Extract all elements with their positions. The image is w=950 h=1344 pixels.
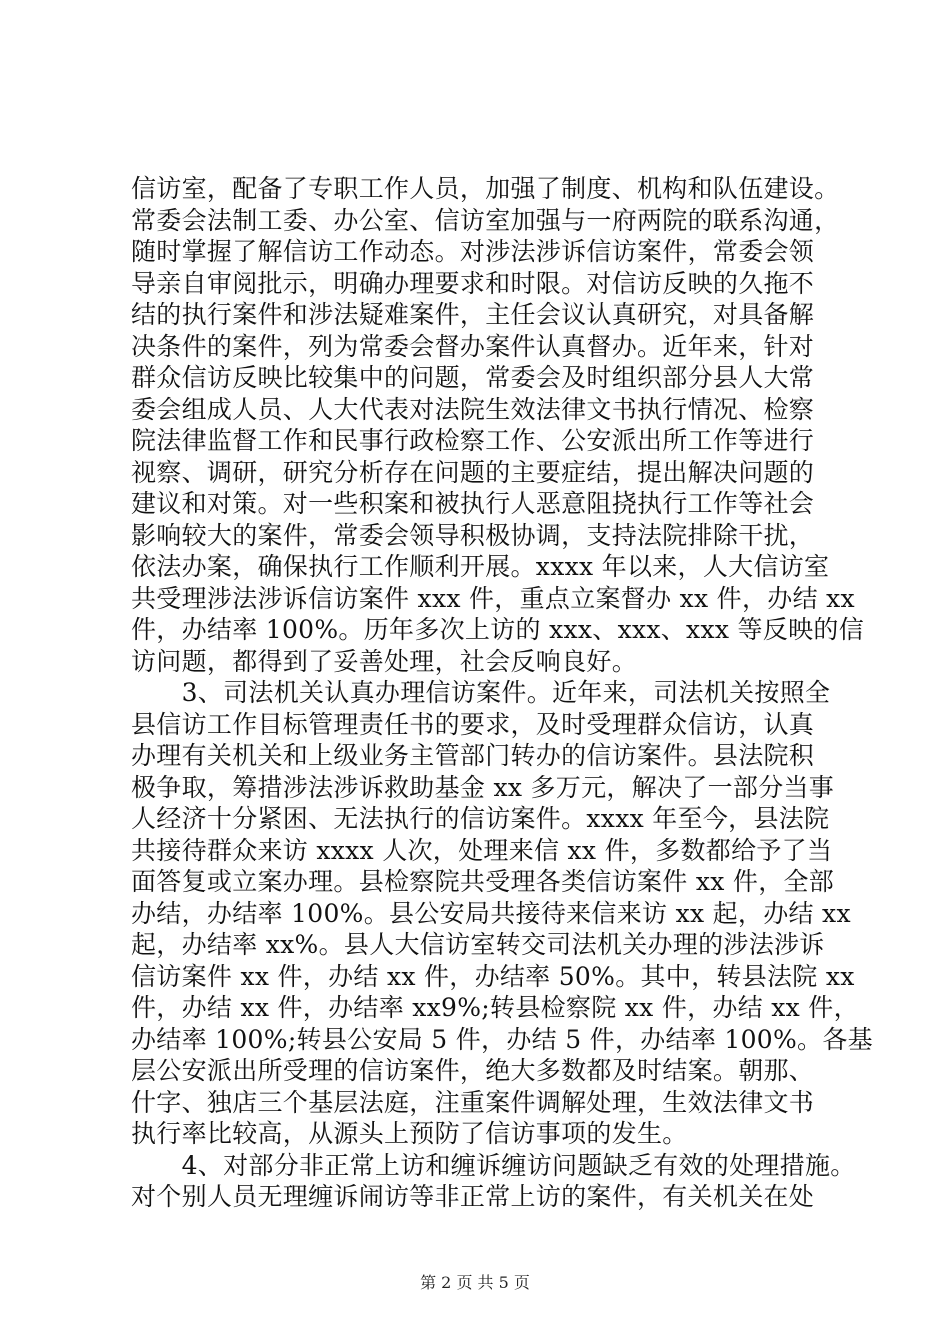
text-line: 面答复或立案办理。县检察院共受理各类信访案件 xx 件，全部 xyxy=(131,867,835,896)
text-line: 随时掌握了解信访工作动态。对涉法涉诉信访案件，常委会领 xyxy=(131,237,815,266)
page-footer: 第 2 页 共 5 页 xyxy=(420,1273,530,1292)
text-line: 访问题，都得到了妥善处理，社会反响良好。 xyxy=(131,646,638,676)
text-line: 层公安派出所受理的信访案件，绝大多数都及时结案。朝那、 xyxy=(131,1056,815,1085)
text-line: 决条件的案件，列为常委会督办案件认真督办。近年来，针对 xyxy=(131,331,815,361)
text-line: 常委会法制工委、办公室、信访室加强与一府两院的联系沟通， xyxy=(131,205,840,235)
text-line: 共接待群众来访 xxxx 人次，处理来信 xx 件，多数都给予了当 xyxy=(131,835,833,865)
text-line: 办结率 100%;转县公安局 5 件，办结 5 件，办结率 100%。各基 xyxy=(131,1024,873,1054)
text-line: 导亲自审阅批示，明确办理要求和时限。对信访反映的久拖不 xyxy=(131,268,815,298)
text-line: 什字、独店三个基层法庭，注重案件调解处理，生效法律文书 xyxy=(131,1087,815,1117)
text-line: 信访案件 xx 件，办结 xx 件，办结率 50%。其中，转县法院 xx xyxy=(131,961,855,991)
text-line: 影响较大的案件，常委会领导积极协调，支持法院排除干扰， xyxy=(131,520,815,550)
text-line: 起，办结率 xx%。县人大信访室转交司法机关办理的涉法涉诉 xyxy=(131,930,825,959)
text-line: 办结，办结率 100%。县公安局共接待来信来访 xx 起，办结 xx xyxy=(131,898,851,928)
text-line: 依法办案，确保执行工作顺利开展。xxxx 年以来，人大信访室 xyxy=(131,552,830,581)
body-text xyxy=(131,173,873,1213)
text-line: 对个别人员无理缠诉闹访等非正常上访的案件，有关机关在处 xyxy=(131,1182,815,1211)
text-line: 件，办结 xx 件，办结率 xx9%;转县检察院 xx 件，办结 xx 件， xyxy=(131,993,859,1022)
text-line: 4、对部分非正常上访和缠诉缠访问题缺乏有效的处理措施。 xyxy=(131,1150,856,1180)
text-line: 委会组成人员、人大代表对法院生效法律文书执行情况、检察 xyxy=(131,394,815,424)
text-line: 极争取，筹措涉法涉诉救助基金 xx 多万元，解决了一部分当事 xyxy=(131,772,835,802)
text-line: 群众信访反映比较集中的问题，常委会及时组织部分县人大常 xyxy=(131,363,815,392)
text-line: 件，办结率 100%。历年多次上访的 xxx、xxx、xxx 等反映的信 xyxy=(131,615,865,644)
text-line: 结的执行案件和涉法疑难案件，主任会议认真研究，对具备解 xyxy=(131,300,815,329)
text-line: 视察、调研，研究分析存在问题的主要症结，提出解决问题的 xyxy=(131,457,815,487)
text-line: 3、司法机关认真办理信访案件。近年来，司法机关按照全 xyxy=(131,678,831,707)
text-line: 办理有关机关和上级业务主管部门转办的信访案件。县法院积 xyxy=(131,741,815,770)
text-line: 院法律监督工作和民事行政检察工作、公安派出所工作等进行 xyxy=(131,426,815,455)
text-line: 人经济十分紧困、无法执行的信访案件。xxxx 年至今，县法院 xyxy=(131,804,830,833)
text-line: 共受理涉法涉诉信访案件 xxx 件，重点立案督办 xx 件，办结 xx xyxy=(131,583,855,613)
text-line: 执行率比较高，从源头上预防了信访事项的发生。 xyxy=(131,1119,688,1148)
text-line: 信访室，配备了专职工作人员，加强了制度、机构和队伍建设。 xyxy=(131,174,840,203)
text-line: 建议和对策。对一些积案和被执行人恶意阻挠执行工作等社会 xyxy=(131,489,815,518)
text-line: 县信访工作目标管理责任书的要求，及时受理群众信访，认真 xyxy=(131,709,815,739)
